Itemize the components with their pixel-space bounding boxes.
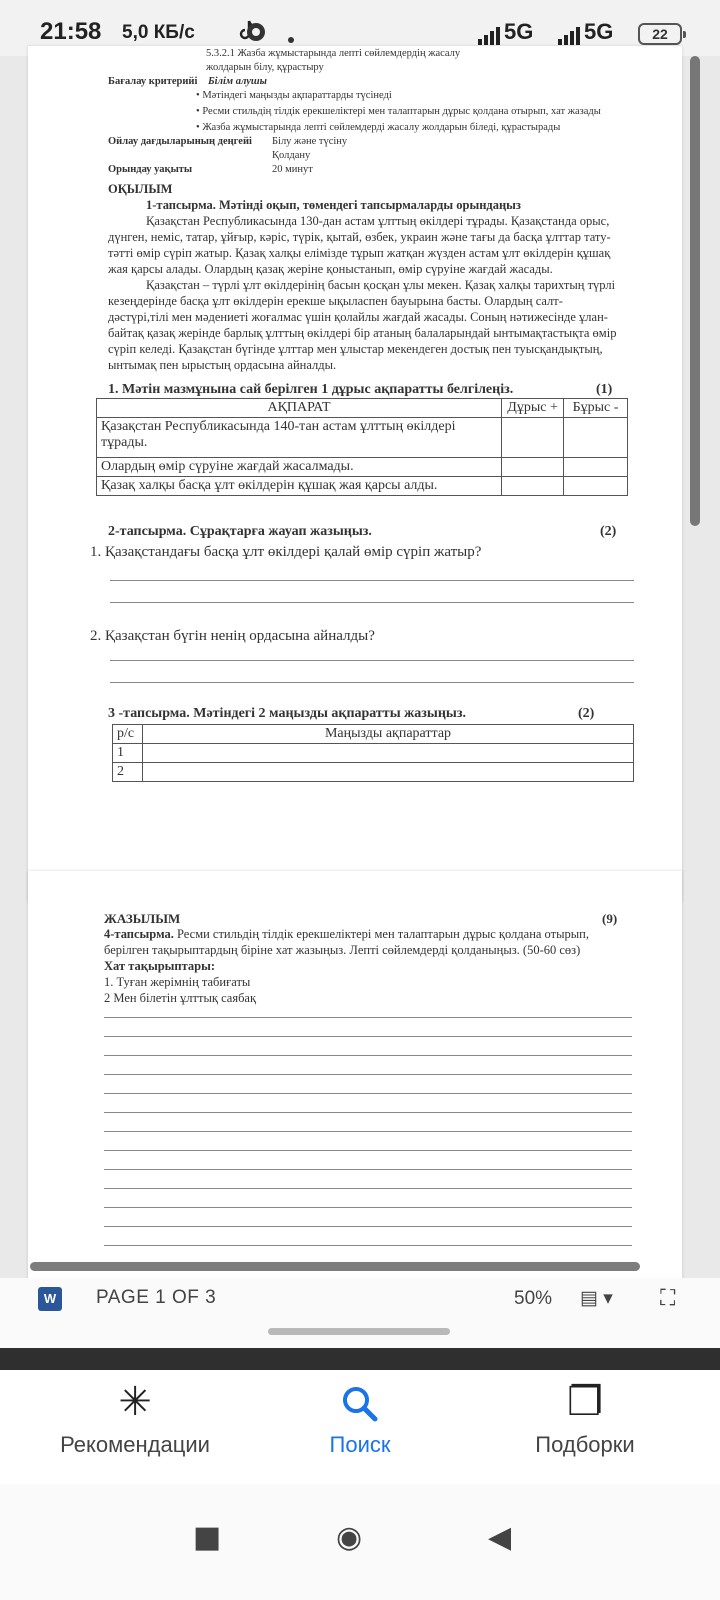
signal-bars-icon	[558, 19, 582, 45]
table-row	[97, 458, 628, 477]
task3-table	[112, 724, 634, 782]
horizontal-scrollbar[interactable]	[30, 1262, 640, 1271]
task3-points: (2)	[578, 706, 595, 721]
thinking-value-1: Білу және түсіну	[272, 136, 348, 147]
writing-line[interactable]	[104, 1055, 632, 1056]
answer-cell[interactable]	[564, 418, 628, 458]
bookmarks-icon: ❐	[567, 1379, 603, 1425]
table-header: Бұрыс -	[564, 399, 628, 418]
table-row	[113, 763, 634, 782]
writing-line[interactable]	[104, 1245, 632, 1246]
writing-line[interactable]	[104, 1207, 632, 1208]
table-cell: Қазақстан Республикасында 140-тан астам ұлттың өкілдері тұрады.	[97, 418, 502, 458]
task3-title: 3 -тапсырма. Мәтіндегі 2 маңызды ақпаратты жазыңыз.	[108, 706, 466, 721]
writing-line[interactable]	[104, 1131, 632, 1132]
paragraph-line: жая қарсы алады. Олардың қазақ жеріне қоныстанып, өмір сүруіне жағдай жасады.	[108, 262, 553, 276]
table-header-row	[113, 725, 634, 744]
table-row	[97, 418, 628, 458]
table-cell: 1	[113, 744, 143, 763]
writing-line[interactable]	[104, 1150, 632, 1151]
search-icon	[260, 1376, 460, 1428]
writing-line[interactable]	[104, 1226, 632, 1227]
table-header: Дұрыс +	[502, 399, 564, 418]
zoom-level[interactable]: 50%	[514, 1288, 553, 1309]
nav-search[interactable]	[260, 1376, 460, 1458]
writing-line[interactable]	[104, 1036, 632, 1037]
writing-points: (9)	[602, 911, 618, 926]
paragraph-line: Қазақстан Республикасында 130-дан астам ұлттың өкілдері тұрады. Қазақстанда орыс,	[146, 214, 610, 228]
drag-handle[interactable]	[268, 1328, 450, 1335]
table-header: р/с	[113, 725, 143, 744]
nav-label: Подборки	[535, 1432, 635, 1457]
section-writing: ЖАЗЫЛЫМ	[104, 911, 181, 926]
nav-collections[interactable]	[485, 1376, 685, 1458]
background-strip	[0, 1348, 720, 1370]
recent-apps-button[interactable]: ■	[193, 1520, 222, 1555]
writing-line[interactable]	[104, 1112, 632, 1113]
table-row	[113, 744, 634, 763]
question-2-1: 1. Қазақстандағы басқа ұлт өкілдері қалай өмір сүріп жатыр?	[90, 544, 482, 560]
vertical-scrollbar[interactable]	[690, 56, 700, 526]
signal-bars-icon	[478, 19, 502, 45]
page-indicator: PAGE 1 OF 3	[96, 1287, 217, 1308]
thinking-value-2: Қолдану	[272, 150, 311, 161]
writing-line[interactable]	[104, 1188, 632, 1189]
topic-1: 1. Туған жерімнің табиғаты	[104, 975, 251, 989]
network-speed: 5,0 КБ/с	[122, 22, 195, 43]
task1-title: 1-тапсырма. Мәтінді оқып, төмендегі тапсырмаларды орындаңыз	[146, 198, 521, 212]
answer-cell[interactable]	[564, 458, 628, 477]
q1-title: 1. Мәтін мазмұнына сай берілген 1 дұрыс ақпаратты белгілеңіз.	[108, 382, 514, 397]
criteria-item: • Ресми стильдің тілдік ерекшеліктері мен талаптарын дұрыс қолдана отырып, хат жазады	[196, 106, 601, 117]
paragraph-line: кезеңдерінде басқа ұлт өкілдерін ерекше ықыласпен бауырына басты. Олардың салт-	[108, 294, 563, 308]
table-cell: Олардың өмір сүруіне жағдай жасалмады.	[97, 458, 502, 477]
nav-recommendations[interactable]	[35, 1376, 235, 1458]
task2-title: 2-тапсырма. Сұрақтарға жауап жазыңыз.	[108, 524, 372, 539]
paragraph-line: дүнген, неміс, татар, ұйғыр, кәріс, түрік, қытай, өзбек, украин және тағы да басқа ұлттар тату-	[108, 230, 611, 244]
task1-table	[96, 398, 628, 496]
thinking-label: Ойлау дағдыларының деңгейі	[108, 136, 252, 147]
document-viewer[interactable]	[0, 48, 720, 1306]
answer-line[interactable]	[110, 580, 634, 581]
paragraph-line: дәстүрі,тілі мен мәдениеті жоғалмас үшін қолайлы жағдай жасады. Соның нәтижесінде ұлан-	[108, 310, 608, 324]
home-button[interactable]: ◉	[336, 1520, 363, 1555]
signal-1: 5G	[478, 19, 533, 45]
paragraph-line: Қазақстан – түрлі ұлт өкілдерінің басын қосқан ұлы мекен. Қазақ халқы тарихтың түрлі	[146, 278, 616, 292]
criteria-item: • Жазба жұмыстарында лепті сөйлемдерді жасалу жолдарын біледі, құрастырады	[196, 122, 561, 133]
paragraph-line: байтақ қазақ жерінде барлық ұлттың өкілдері бір атаның балаларындай ынтымақтастықта өмір	[108, 326, 617, 340]
clock: 21:58	[40, 18, 102, 45]
q1-points: (1)	[596, 382, 613, 397]
table-row	[97, 477, 628, 496]
answer-cell[interactable]	[143, 763, 634, 782]
answer-cell[interactable]	[502, 418, 564, 458]
table-header: АҚПАРАТ	[97, 399, 502, 418]
section-reading: ОҚЫЛЫМ	[108, 182, 173, 196]
table-cell: Қазақ халқы басқа ұлт өкілдерін құшақ жая қарсы алды.	[97, 477, 502, 496]
paragraph-line: тәтті өмір сүріп жатыр. Қазақ халқы еліміздe тұрып жатқан жүзден астам ұлт өкілдерін құшақ	[108, 246, 611, 260]
word-icon: W	[38, 1287, 62, 1311]
criteria-item: • Мәтіндегі маңызды ақпараттарды түсінеді	[196, 90, 392, 101]
header-line-1: 5.3.2.1 Жазба жұмыстарында лепті сөйлемдердің жасалу	[206, 48, 461, 59]
question-2-2: 2. Қазақстан бүгін ненің ордасына айналды?	[90, 628, 375, 644]
nav-label: Рекомендации	[60, 1432, 210, 1457]
answer-line[interactable]	[110, 602, 634, 603]
time-value: 20 минут	[272, 164, 313, 175]
task4-line-2: берілген тақырыптардың біріне хат жазыңыз. Лепті сөйлемдерді қолданыңыз. (50-60 сөз)	[104, 943, 581, 957]
answer-cell[interactable]	[564, 477, 628, 496]
fullscreen-icon[interactable]: ⛶	[660, 1286, 676, 1311]
answer-cell[interactable]	[502, 477, 564, 496]
table-cell: 2	[113, 763, 143, 782]
task4-line-1: 4-тапсырма. Ресми стильдің тілдік ерекшеліктері мен талаптарын дұрыс қолдана отырып,	[104, 927, 589, 941]
task2-points: (2)	[600, 524, 617, 539]
paragraph-line: сүріп келеді. Қазақстан бүгінде ұлттар мен ұлыстар мекендеген достық пен туысқандықтың,	[108, 342, 603, 356]
writing-line[interactable]	[104, 1093, 632, 1094]
answer-cell[interactable]	[502, 458, 564, 477]
answer-line[interactable]	[110, 660, 634, 661]
topic-2: 2 Мен білетін ұлттық саябақ	[104, 991, 257, 1005]
writing-line[interactable]	[104, 1169, 632, 1170]
paragraph-line: ынтымақ пен ырыстың ордасына айналды.	[108, 358, 337, 372]
writing-line[interactable]	[104, 1074, 632, 1075]
time-label: Орындау уақыты	[108, 164, 193, 175]
table-header-row	[97, 399, 628, 418]
view-mode-icon[interactable]: ▤ ▾	[580, 1288, 613, 1309]
nav-label: Поиск	[329, 1432, 391, 1457]
criteria-label: Бағалау критерийі	[108, 76, 198, 87]
table-header: Маңызды ақпараттар	[143, 725, 634, 744]
answer-cell[interactable]	[143, 744, 634, 763]
document-page-1	[28, 46, 682, 902]
sparkle-icon: ✳	[118, 1379, 152, 1425]
back-button[interactable]: ◀	[488, 1520, 512, 1555]
answer-line[interactable]	[110, 682, 634, 683]
writing-line[interactable]	[104, 1017, 632, 1018]
header-line-2: жолдарын білу, құрастыру	[206, 62, 324, 73]
chrome-icon	[245, 21, 267, 48]
battery-icon: 22	[638, 23, 682, 45]
topics-title: Хат тақырыптары:	[104, 959, 216, 973]
criteria-value: Білім алушы	[208, 76, 267, 87]
signal-2: 5G	[558, 19, 613, 45]
